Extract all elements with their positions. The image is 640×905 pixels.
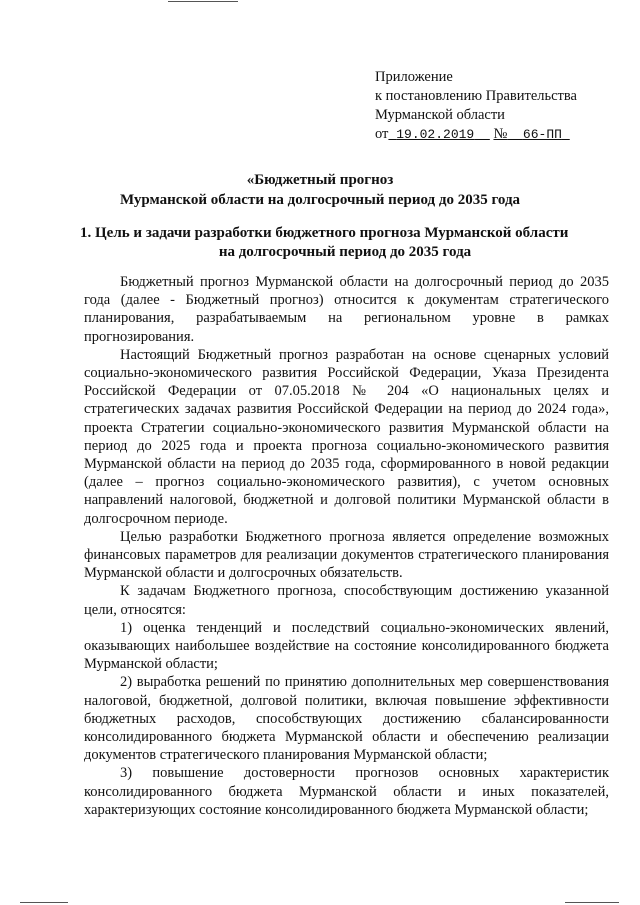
paragraph: 1) оценка тенденций и последствий социально-экономических явлений, оказывающих наибольшее воздействие на состояние консолидированного бюджета Мурманской области; — [84, 619, 609, 673]
date-prefix: от — [375, 126, 389, 142]
number-value: 66-ПП — [522, 127, 562, 142]
scan-artifact-line — [565, 902, 619, 903]
section-heading — [80, 224, 610, 262]
appendix-line: Мурманской области — [375, 107, 505, 123]
scan-artifact-line — [168, 1, 238, 2]
appendix-line: Приложение — [375, 69, 453, 85]
scan-artifact-line — [20, 902, 68, 903]
paragraph: Целью разработки Бюджетного прогноза является определение возможных финансовых параметров для реализации документов стратегического планирования Мурманской области и долгосрочных обязательств. — [84, 528, 609, 582]
appendix-block — [375, 68, 577, 144]
paragraph: Бюджетный прогноз Мурманской области на долгосрочный период до 2035 года (далее - Бюджетный прогноз) относится к документам стратегического планирования, разрабатываемым на региональном уровне в рамках прогнозирования. — [84, 274, 609, 345]
paragraph: Настоящий Бюджетный прогноз разработан на основе сценарных условий социально-экономического развития Российской Федерации, Указа Президента Российской Федерации от 07.05.2018 № 204 «О национальных целях и стратегических задачах развития Российской Федерации на период до 2024 года», проекта Стратегии социально-экономического развития Мурманской области на период до 2025 года и проекта прогноза социально-экономического развития Мурманской области на период до 2035 года, сформированного в новой редакции (далее – прогноз социально-экономического развития), с учетом основных направлений налоговой, бюджетной и долговой политики Мурманской области в долгосрочном периоде. — [84, 346, 609, 527]
title-line: «Бюджетный прогноз — [246, 172, 394, 188]
number-sign: № — [493, 126, 508, 142]
section-heading-line: на долгосрочный период до 2035 года — [218, 244, 472, 260]
paragraph: К задачам Бюджетного прогноза, способствующим достижению указанной цели, относятся: — [84, 583, 609, 618]
section-heading-line: 1. Цель и задачи разработки бюджетного прогноза Мурманской области — [80, 225, 569, 241]
paragraph: 2) выработка решений по принятию дополнительных мер совершенствования налоговой, бюджетной, долговой политики, включая повышение эффективности бюджетных расходов, способствующих достижению сбалансированности консолидированного бюджета Мурманской области и обеспечению реализации документов стратегического планирования Мурманской области; — [84, 674, 609, 764]
document-title — [0, 170, 640, 210]
paragraph: 3) повышение достоверности прогнозов основных характеристик консолидированного бюджета Мурманской области и иных показателей, характеризующих состояние консолидированного бюджета Мурманской области; — [84, 765, 609, 818]
appendix-date-row — [375, 125, 577, 144]
body-text — [84, 273, 609, 819]
appendix-line: к постановлению Правительства — [375, 88, 577, 104]
date-value: 19.02.2019 — [396, 127, 475, 142]
title-line: Мурманской области на долгосрочный период до 2035 года — [119, 192, 521, 208]
